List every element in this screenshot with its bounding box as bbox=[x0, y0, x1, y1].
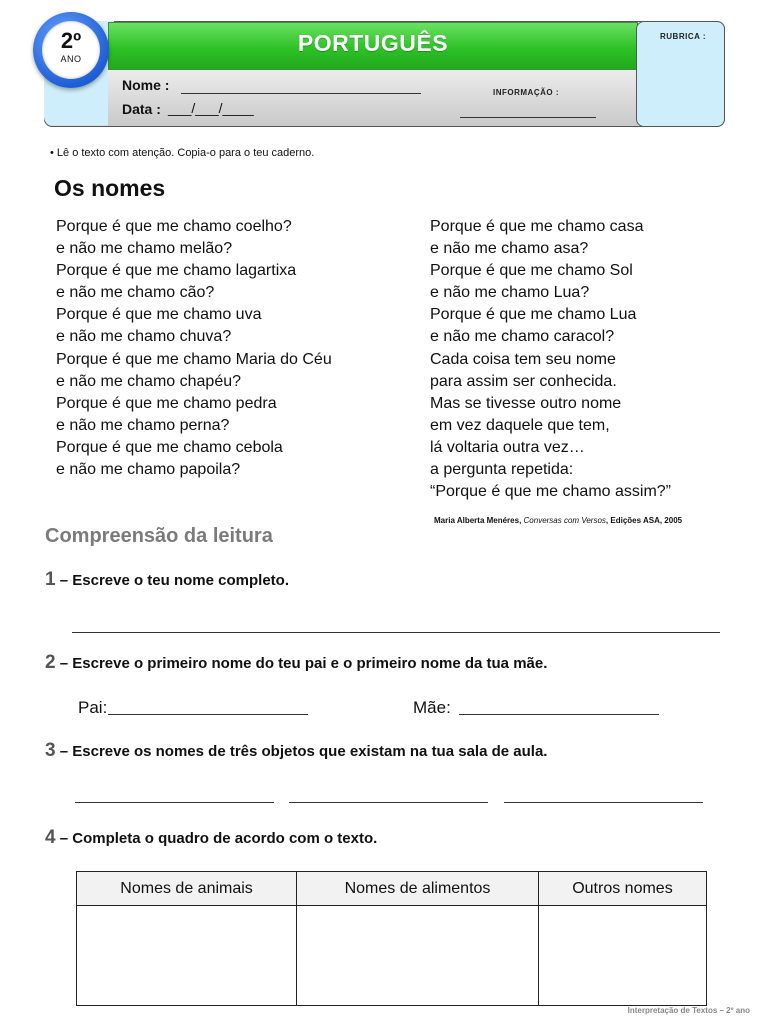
object-answer-line-1[interactable] bbox=[75, 802, 274, 803]
poem-line: Porque é que me chamo Maria do Céu bbox=[56, 350, 332, 368]
question-text: – Escreve os nomes de três objetos que existam na tua sala de aula. bbox=[55, 743, 548, 760]
question-4 bbox=[45, 827, 377, 849]
poem-line: Porque é que me chamo casa bbox=[430, 218, 644, 235]
date-field[interactable]: ___/___/____ bbox=[168, 100, 254, 116]
poem-line: Cada coisa tem seu nome bbox=[430, 350, 616, 368]
question-number: 2 bbox=[45, 652, 56, 673]
poem-line: Porque é que me chamo coelho? bbox=[56, 218, 292, 235]
citation-author: Maria Alberta Menéres, bbox=[434, 516, 524, 525]
poem-line: e não me chamo chuva? bbox=[56, 328, 232, 346]
object-answer-line-3[interactable] bbox=[504, 802, 703, 803]
names-table bbox=[76, 871, 707, 1006]
name-field[interactable] bbox=[181, 93, 421, 94]
poem-citation bbox=[434, 516, 682, 525]
question-number: 4 bbox=[45, 827, 56, 848]
info-label: INFORMAÇÃO : bbox=[493, 88, 559, 97]
poem-line: e não me chamo cão? bbox=[56, 284, 215, 302]
table-row bbox=[77, 906, 707, 1006]
mae-label: Mãe: bbox=[413, 698, 451, 717]
instruction-text: • Lê o texto com atenção. Copia-o para o teu caderno. bbox=[50, 147, 315, 159]
poem-line: Porque é que me chamo Sol bbox=[430, 262, 633, 280]
pai-label: Pai: bbox=[78, 698, 108, 717]
foods-cell[interactable] bbox=[297, 906, 539, 1006]
poem-line: e não me chamo perna? bbox=[56, 416, 230, 434]
page-footer: Interpretação de Textos – 2º ano bbox=[627, 1006, 750, 1015]
poem-line: para assim ser conhecida. bbox=[430, 372, 617, 390]
name-label: Nome : bbox=[122, 77, 170, 93]
poem-title: Os nomes bbox=[54, 175, 166, 201]
poem-line: e não me chamo asa? bbox=[430, 240, 589, 258]
question-text: – Escreve o primeiro nome do teu pai e o primeiro nome da tua mãe. bbox=[55, 655, 548, 672]
rubric-label: RUBRICA : bbox=[660, 32, 706, 41]
section-title: Compreensão da leitura bbox=[45, 525, 273, 547]
poem-line: “Porque é que me chamo assim?” bbox=[430, 483, 671, 501]
question-number: 3 bbox=[45, 740, 56, 761]
poem-line: Porque é que me chamo uva bbox=[56, 306, 262, 324]
poem-line: e não me chamo melão? bbox=[56, 240, 233, 258]
table-header-row bbox=[77, 872, 707, 906]
citation-book: Conversas com Versos bbox=[523, 516, 606, 525]
pai-answer-line[interactable] bbox=[108, 714, 308, 715]
poem-line: Porque é que me chamo pedra bbox=[56, 394, 277, 412]
date-label: Data : bbox=[122, 101, 161, 117]
poem-line: lá voltaria outra vez… bbox=[430, 438, 585, 456]
poem-line: a pergunta repetida: bbox=[430, 461, 574, 479]
mae-answer-line[interactable] bbox=[459, 714, 659, 715]
table-header: Nomes de animais bbox=[77, 872, 297, 906]
poem-line: Porque é que me chamo Lua bbox=[430, 306, 637, 324]
question-3 bbox=[45, 740, 547, 762]
question-2 bbox=[45, 652, 547, 674]
grade-number: 2º bbox=[60, 28, 82, 53]
poem-line: e não me chamo Lua? bbox=[430, 284, 590, 302]
poem-line: em vez daquele que tem, bbox=[430, 416, 610, 434]
grade-label: ANO bbox=[60, 54, 82, 64]
poem-line: Porque é que me chamo cebola bbox=[56, 438, 283, 456]
poem-line: Porque é que me chamo lagartixa bbox=[56, 262, 297, 280]
question-number: 1 bbox=[45, 569, 56, 590]
other-names-cell[interactable] bbox=[538, 906, 706, 1006]
question-1 bbox=[45, 569, 289, 591]
citation-publisher: , Edições ASA, 2005 bbox=[605, 516, 683, 525]
animals-cell[interactable] bbox=[77, 906, 297, 1006]
table-header: Nomes de alimentos bbox=[297, 872, 539, 906]
object-answer-line-2[interactable] bbox=[289, 802, 488, 803]
answer-line-full-name[interactable] bbox=[72, 632, 720, 633]
poem-line: e não me chamo chapéu? bbox=[56, 372, 242, 390]
poem-column-left bbox=[56, 216, 332, 481]
question-text: – Escreve o teu nome completo. bbox=[55, 572, 289, 589]
question-text: – Completa o quadro de acordo com o texto. bbox=[55, 830, 378, 847]
table-header: Outros nomes bbox=[538, 872, 706, 906]
poem-column-right bbox=[430, 216, 671, 503]
subject-title: PORTUGUÊS bbox=[297, 30, 449, 56]
poem-line: Mas se tivesse outro nome bbox=[430, 394, 622, 412]
info-field[interactable] bbox=[460, 117, 596, 118]
poem-line: e não me chamo papoila? bbox=[56, 461, 241, 479]
poem-line: e não me chamo caracol? bbox=[430, 328, 615, 346]
